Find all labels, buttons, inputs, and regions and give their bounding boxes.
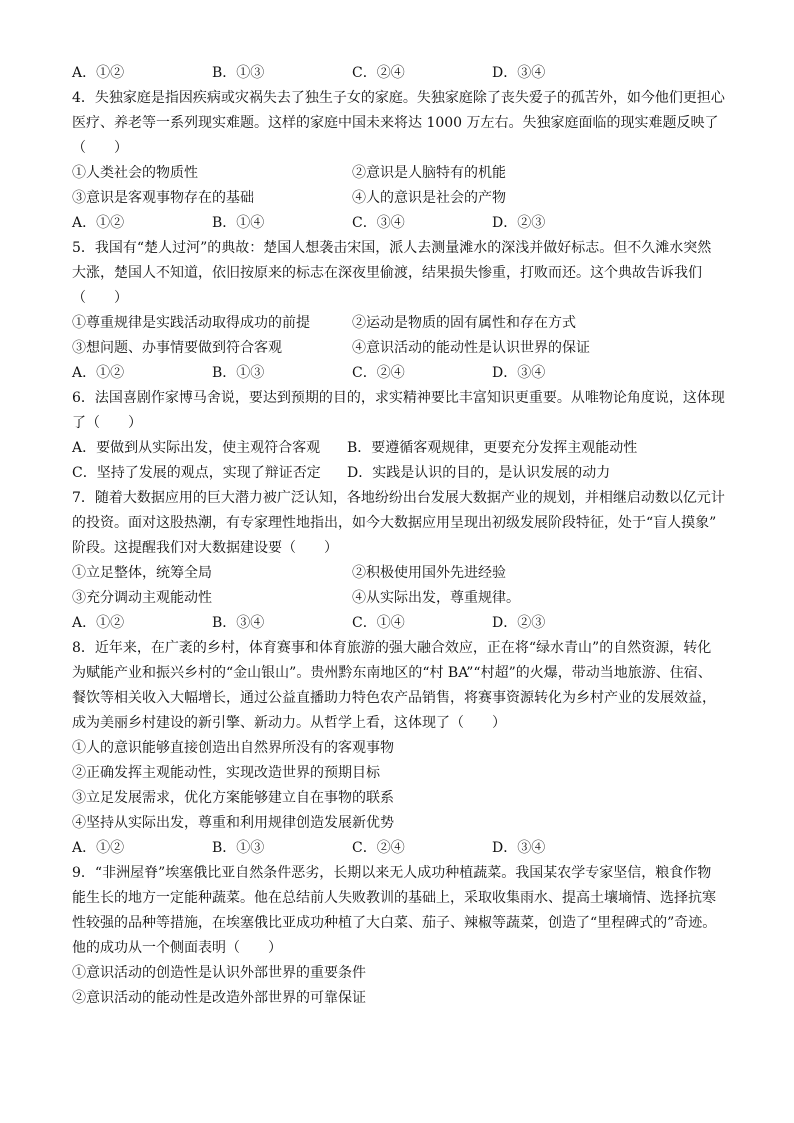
q9-stem-line-1: 9．“非洲屋脊”埃塞俄比亚自然条件恶劣，长期以来无人成功种植蔬菜。我国某农学专家坚信，粮食作物	[72, 865, 712, 881]
q5-option-d[interactable]: D．③④	[492, 365, 546, 381]
q4-option-a[interactable]: A．①②	[72, 215, 125, 231]
q9-stem-line-4: 他的成功从一个侧面表明（ ）	[72, 940, 282, 956]
q5-item-1: ①尊重规律是实践活动取得成功的前提	[72, 315, 310, 331]
q9-stem-line-3: 性较强的品种等措施，在埃塞俄比亚成功种植了大白菜、茄子、辣椒等蔬菜，创造了“里程碑式的”奇迹。	[72, 915, 717, 931]
q8-item-3: ③立足发展需求，优化方案能够建立自在事物的联系	[72, 790, 394, 806]
q8-item-4: ④坚持从实际出发，尊重和利用规律创造发展新优势	[72, 815, 394, 831]
q7-option-a[interactable]: A．①②	[72, 615, 125, 631]
q8-option-d[interactable]: D．③④	[492, 840, 546, 856]
q7-option-d[interactable]: D．②③	[492, 615, 546, 631]
q4-item-4: ④人的意识是社会的产物	[352, 190, 506, 206]
q5-items-row-2	[72, 336, 732, 361]
q9-stem-line-2: 能生长的地方一定能种蔬菜。他在总结前人失败教训的基础上，采取收集雨水、提高土壤墒情、选择抗寒	[72, 890, 716, 906]
q7-option-b[interactable]: B．③④	[212, 615, 265, 631]
q8-option-a[interactable]: A．①②	[72, 840, 125, 856]
q8-stem-line-1: 8．近年来，在广袤的乡村，体育赛事和体育旅游的强大融合效应，正在将“绿水青山”的自然资源，转化	[72, 640, 712, 656]
q5-item-2: ②运动是物质的固有属性和存在方式	[352, 315, 576, 331]
q6-option-d[interactable]: D．实践是认识的目的，是认识发展的动力	[347, 465, 611, 481]
q6-options-row-2	[72, 461, 732, 486]
q7-stem-line-1: 7．随着大数据应用的巨大潜力被广泛认知，各地纷纷出台发展大数据产业的规划，并相继启动数以亿元计	[72, 490, 725, 506]
q8-option-c[interactable]: C．②④	[352, 840, 405, 856]
q4-stem-line-3: （ ）	[72, 140, 128, 156]
q6-stem-line-2: 了（ ）	[72, 415, 142, 431]
q4-item-2: ②意识是人脑特有的机能	[352, 165, 506, 181]
q8-stem-line-4: 成为美丽乡村建设的新引擎、新动力。从哲学上看，这体现了（ ）	[72, 715, 506, 731]
q7-item-4: ④从实际出发，尊重规律。	[352, 590, 520, 606]
q3-option-a[interactable]: A．①②	[72, 65, 125, 81]
q3-options	[72, 60, 732, 86]
q4-item-1: ①人类社会的物质性	[72, 165, 198, 181]
q5-options	[72, 361, 732, 386]
q4-stem-line-1: 4．失独家庭是指因疾病或灾祸失去了独生子女的家庭。失独家庭除了丧失爱子的孤苦外，如今他们更担心	[72, 90, 725, 106]
q4-stem-line-2: 医疗、养老等一系列现实难题。这样的家庭中国未来将达 1000 万左右。失独家庭面临的现实难题反映了	[72, 115, 719, 131]
q4-items-row-1	[72, 161, 732, 186]
q4-option-d[interactable]: D．②③	[492, 215, 546, 231]
q8-item-2: ②正确发挥主观能动性，实现改造世界的预期目标	[72, 765, 380, 781]
q9-item-1: ①意识活动的创造性是认识外部世界的重要条件	[72, 965, 366, 981]
q7-option-c[interactable]: C．①④	[352, 615, 405, 631]
q5-item-4: ④意识活动的能动性是认识世界的保证	[352, 340, 590, 356]
q4-item-3: ③意识是客观事物存在的基础	[72, 190, 254, 206]
q5-stem-line-1: 5．我国有“楚人过河”的典故：楚国人想袭击宋国，派人去测量滩水的深浅并做好标志。但不久滩水突然	[72, 240, 712, 256]
q4-items-row-2	[72, 186, 732, 211]
q7-stem-line-3: 阶段。这提醒我们对大数据建设要（ ）	[72, 540, 338, 556]
q3-option-b[interactable]: B．①③	[212, 65, 265, 81]
q4-option-c[interactable]: C．③④	[352, 215, 405, 231]
q6-stem-line-1: 6．法国喜剧作家博马舍说，要达到预期的目的，求实精神要比丰富知识更重要。从唯物论角度说，这体现	[72, 390, 725, 406]
q4-option-b[interactable]: B．①④	[212, 215, 265, 231]
q5-stem-line-3: （ ）	[72, 290, 128, 306]
q4-options	[72, 211, 732, 236]
q6-option-c[interactable]: C．坚持了发展的观点，实现了辩证否定	[72, 465, 321, 481]
q9-item-2: ②意识活动的能动性是改造外部世界的可靠保证	[72, 990, 366, 1006]
q8-option-b[interactable]: B．①③	[212, 840, 265, 856]
q8-stem-line-2: 为赋能产业和振兴乡村的“金山银山”。贵州黔东南地区的“村 BA”“村超”的火爆，带动当地旅游、住宿、	[72, 665, 712, 681]
q5-option-a[interactable]: A．①②	[72, 365, 125, 381]
q7-options	[72, 611, 732, 636]
q3-option-d[interactable]: D．③④	[492, 65, 546, 81]
q5-items-row-1	[72, 311, 732, 336]
q7-item-1: ①立足整体，统筹全局	[72, 565, 212, 581]
q7-items-row-1	[72, 561, 732, 586]
q6-options-row-1	[72, 436, 732, 461]
exam-page	[72, 60, 732, 1011]
q8-options	[72, 836, 732, 861]
q3-option-c[interactable]: C．②④	[352, 65, 405, 81]
q6-option-a[interactable]: A．要做到从实际出发，使主观符合客观	[72, 440, 321, 456]
q5-item-3: ③想问题、办事情要做到符合客观	[72, 340, 282, 356]
q7-stem-line-2: 的投资。面对这股热潮，有专家理性地指出，如今大数据应用呈现出初级发展阶段特征，处于“盲人摸象”	[72, 515, 717, 531]
q5-option-c[interactable]: C．②④	[352, 365, 405, 381]
q8-stem-line-3: 餐饮等相关收入大幅增长，通过公益直播助力特色农产品销售，将赛事资源转化为乡村产业的发展效益，	[72, 690, 716, 706]
q6-option-b[interactable]: B．要遵循客观规律，更要充分发挥主观能动性	[347, 440, 638, 456]
q7-item-2: ②积极使用国外先进经验	[352, 565, 506, 581]
q7-item-3: ③充分调动主观能动性	[72, 590, 212, 606]
q8-item-1: ①人的意识能够直接创造出自然界所没有的客观事物	[72, 740, 394, 756]
q5-option-b[interactable]: B．①③	[212, 365, 265, 381]
q7-items-row-2	[72, 586, 732, 611]
q5-stem-line-2: 大涨，楚国人不知道，依旧按原来的标志在深夜里偷渡，结果损失惨重，打败而还。这个典故告诉我们	[72, 265, 702, 281]
